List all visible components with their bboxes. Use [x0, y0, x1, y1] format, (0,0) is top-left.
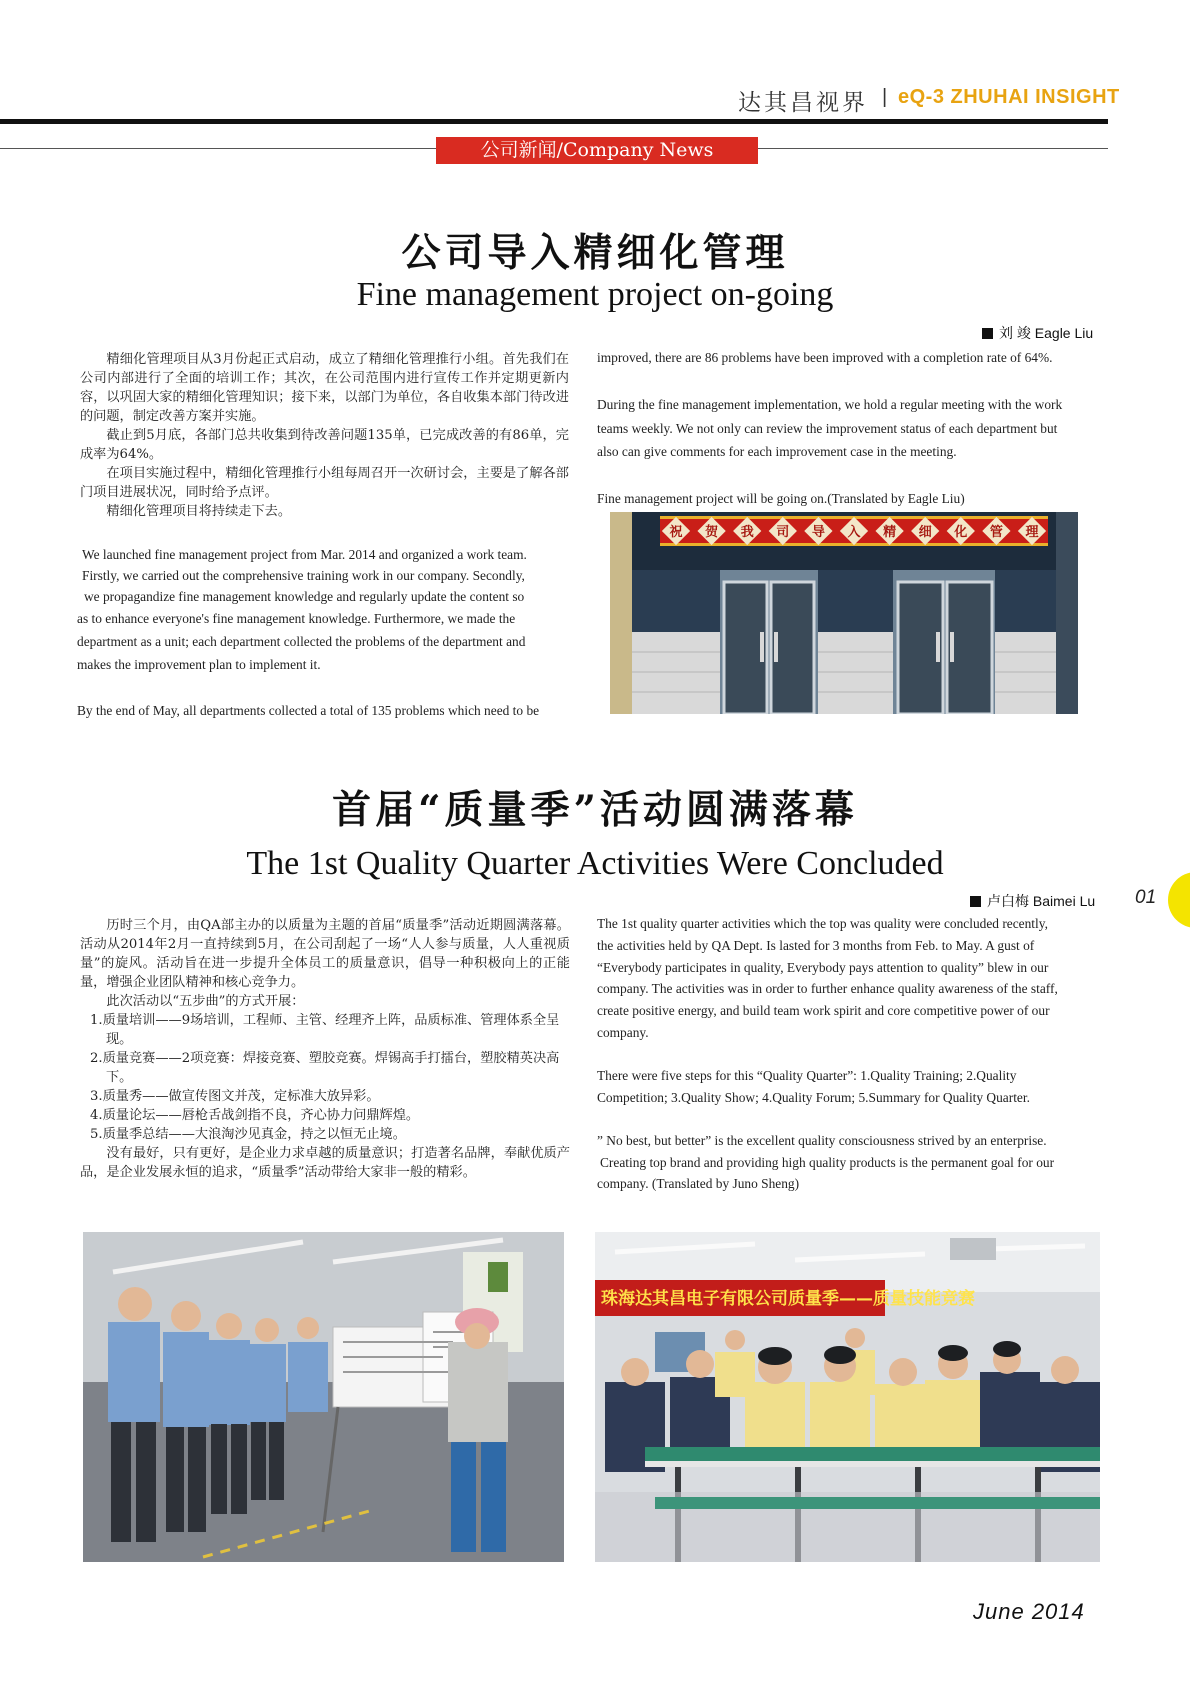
- article2-en-line: company. (Translated by Juno Sheng): [597, 1176, 800, 1191]
- article2-en-line: create positive energy, and build team work spirit and core competitive power of our: [597, 1003, 1050, 1018]
- banner-character: 精: [883, 525, 897, 540]
- quality-show-photo: [83, 1232, 564, 1562]
- article1-cn-paragraph: 截止到5月底，各部门总共收集到待改善问题135单，已完成改善的有86单，完成率为64%。: [80, 428, 569, 462]
- byline-square-icon: [970, 896, 981, 907]
- article2-cn-step: 1.质量培训——9场培训，工程师、主管、经理齐上阵，品质标准、管理体系全呈现。: [90, 1013, 560, 1047]
- article1-en-line: improved, there are 86 problems have been improved with a completion rate of 64%.: [597, 350, 1053, 365]
- article2-cn-body: [80, 916, 570, 1182]
- article1-en-line: department as a unit; each department collected the problems of the department and: [77, 634, 526, 649]
- article1-cn-paragraph: 精细化管理项目从3月份起正式启动，成立了精细化管理推行小组。首先我们在公司内部进行了全面的培训工作；其次，在公司范围内进行宣传工作并定期更新内容，以巩固大家的精细化管理知识；接下来，以部门为单位，各自收集本部门待改进的问题，制定改善方案并实施。: [80, 352, 569, 424]
- banner-character: 祝: [669, 525, 683, 540]
- article1-title-en: Fine management project on-going: [356, 276, 834, 313]
- article1-en-line: makes the improvement plan to implement it.: [77, 657, 321, 672]
- article1-en-line: Firstly, we carried out the comprehensive training work in our company. Secondly,: [82, 568, 525, 583]
- banner-character: 管: [989, 525, 1003, 540]
- banner-character: 我: [740, 525, 754, 540]
- quality-competition-photo: [595, 1232, 1100, 1562]
- article1-cn-body: [80, 350, 569, 521]
- banner-character: 入: [847, 525, 861, 540]
- banner-character: 细: [918, 525, 932, 540]
- article2-en-line: “Everybody participates in quality, Everybody pays attention to quality” blew in our: [597, 960, 1049, 975]
- article2-title-en: The 1st Quality Quarter Activities Were Concluded: [246, 845, 944, 882]
- article1-cn-paragraph: 在项目实施过程中，精细化管理推行小组每周召开一次研讨会，主要是了解各部门项目进展状况，同时给予点评。: [80, 466, 569, 500]
- article2-en-line: ” No best, but better” is the excellent quality consciousness strived by an enterprise.: [597, 1133, 1047, 1148]
- masthead-separator: |: [882, 86, 888, 108]
- byline-square-icon: [982, 328, 993, 339]
- section-tab: 公司新闻/Company News: [436, 137, 758, 164]
- entrance-banner-photo: [610, 512, 1078, 714]
- article1-en-line: teams weekly. We not only can review the improvement status of each department but: [597, 421, 1058, 436]
- masthead-title-cn: 达其昌视界: [738, 90, 868, 116]
- header-rule-thick: [0, 119, 1108, 124]
- article2-en-line: Creating top brand and providing high quality products is the permanent goal for our: [600, 1155, 1055, 1170]
- article2-cn-step: 3.质量秀——做宣传图文并茂，定标准大放异彩。: [90, 1089, 380, 1104]
- banner-character: 司: [776, 525, 790, 540]
- classroom-banner-text: 珠海达其昌电子有限公司质量季——质量技能竞赛: [601, 1289, 975, 1309]
- article1-en-line: we propagandize fine management knowledge and regularly update the content so: [84, 589, 525, 604]
- article2-byline: [970, 891, 1095, 911]
- article2-cn-step: 5.质量季总结——大浪淘沙见真金，持之以恒无止境。: [90, 1127, 406, 1142]
- banner-character: 化: [954, 525, 968, 540]
- article2-byline-text: 卢白梅 Baimei Lu: [987, 893, 1096, 909]
- banner-character: 理: [1025, 525, 1039, 540]
- page-number: 01: [1135, 887, 1157, 908]
- article2-en-line: The 1st quality quarter activities which the top was quality were concluded recently,: [597, 916, 1048, 931]
- article2-en-line: the activities held by QA Dept. Is lasted for 3 months from Feb. to May. A gust of: [597, 938, 1035, 953]
- article1-byline: [982, 323, 1093, 343]
- article2-en-line: company.: [597, 1025, 649, 1040]
- article1-en-line: We launched fine management project from Mar. 2014 and organized a work team.: [82, 547, 527, 562]
- article2-en-line: company. The activities was in order to further enhance quality awareness of the staff,: [597, 981, 1058, 996]
- article1-cn-paragraph: 精细化管理项目将持续走下去。: [106, 504, 292, 519]
- banner-character: 导: [811, 525, 825, 540]
- article2-cn-step: 2.质量竞赛——2项竞赛：焊接竞赛、塑胶竞赛。焊锡高手打擂台，塑胶精英决高下。: [90, 1051, 560, 1085]
- article1-byline-text: 刘 竣 Eagle Liu: [999, 325, 1094, 341]
- article2-cn-intro: 历时三个月，由QA部主办的以质量为主题的首届“质量季”活动近期圆满落幕。活动从2014年2月一直持续到5月，在公司刮起了一场“人人参与质量，人人重视质量”的旋风。活动旨在进一步提升全体员工的质量意识，倡导一种积极向上的正能量，增强企业团队精神和核心竞争力。: [80, 918, 570, 990]
- article1-en-line: as to enhance everyone's fine management knowledge. Furthermore, we made the: [77, 611, 516, 626]
- article2-en-line: There were five steps for this “Quality Quarter”: 1.Quality Training; 2.Quality: [597, 1068, 1017, 1083]
- article2-title-cn: 首届“质量季”活动圆满落幕: [332, 787, 858, 833]
- banner-character: 贺: [705, 525, 719, 540]
- footer-date: June 2014: [973, 1599, 1085, 1624]
- article2-cn-step: 4.质量论坛——唇枪舌战剑指不良，齐心协力问鼎辉煌。: [90, 1108, 420, 1123]
- article2-cn-lead: 此次活动以“五步曲”的方式开展：: [106, 994, 305, 1009]
- article1-title-cn: 公司导入精细化管理: [401, 230, 789, 276]
- article1-en-line: During the fine management implementation, we hold a regular meeting with the work: [597, 397, 1063, 412]
- article1-en-line: also can give comments for each improvement case in the meeting.: [597, 444, 957, 459]
- article1-en-line: By the end of May, all departments collected a total of 135 problems which need to be: [77, 703, 540, 718]
- article2-en-line: Competition; 3.Quality Show; 4.Quality Forum; 5.Summary for Quality Quarter.: [597, 1090, 1030, 1105]
- masthead-title-en: eQ-3 ZHUHAI INSIGHT: [898, 86, 1120, 108]
- article2-cn-outro: 没有最好，只有更好，是企业力求卓越的质量意识；打造著名品牌，奉献优质产品，是企业发展永恒的追求，“质量季”活动带给大家非一般的精彩。: [80, 1146, 570, 1180]
- article1-en-line: Fine management project will be going on.(Translated by Eagle Liu): [597, 491, 965, 506]
